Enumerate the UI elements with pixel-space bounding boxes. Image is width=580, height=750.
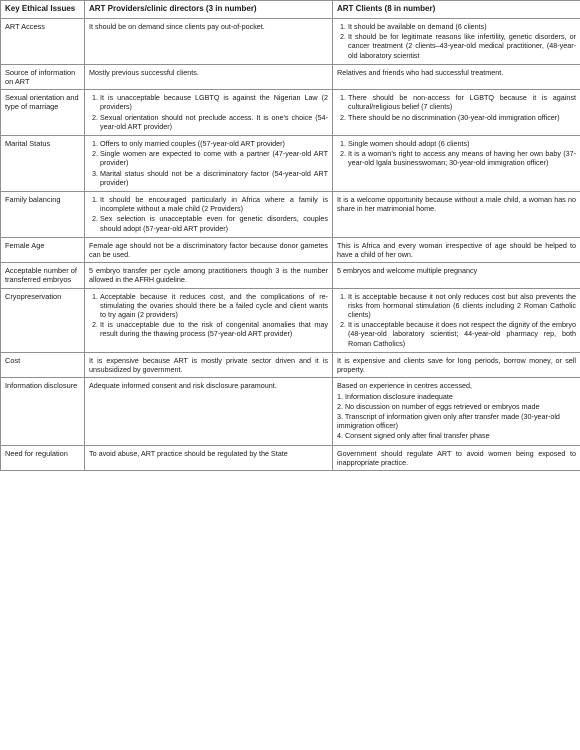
table-row (1, 263, 580, 288)
clients-list (337, 93, 576, 122)
cell-line: 4. Consent signed only after final transfer phase (337, 431, 490, 441)
header-clients: ART Clients (8 in number) (333, 1, 580, 19)
cell-text: It is a welcome opportunity because without a male child, a woman has no share in her matrimonial home. (337, 195, 576, 214)
cell-text: This is Africa and every woman irrespective of age should be helped to have a child of her own. (337, 240, 576, 260)
clients-cell (333, 445, 580, 470)
list-item: 2. Single women are expected to come with a partner (47-year-old ART provider) (100, 149, 328, 167)
table-row (1, 136, 580, 192)
providers-list (89, 195, 328, 233)
cell-text: Mostly previous successful clients. (89, 67, 199, 77)
list-item: 2. It is unacceptable because it does not respect the dignity of the embryo (48-year-old laboratory scientist; 44-year-old pharmacy rep, both Roman Catholics) (348, 320, 576, 348)
table-row (1, 19, 580, 65)
issue-cell: Sexual orientation and type of marriage (1, 90, 85, 136)
providers-cell (85, 352, 333, 377)
clients-cell (333, 64, 580, 89)
list-item: 2. There should be no discrimination (30-year-old immigration officer) (348, 113, 576, 122)
list-item: 2. It should be for legitimate reasons like infertility, genetic disorders, or cancer treatment (2 clients–43-year-old medical practitioner, (48-year-old laboratory scientist (348, 32, 576, 60)
list-item: 1. Acceptable because it reduces cost, and the complications of re-stimulating the ovaries should there be a failed cycle and client wants to try again (2 providers) (100, 292, 328, 320)
table-row (1, 378, 580, 445)
list-item: 2. Sexual orientation should not preclude access. It is one’s choice (54-year-old ART provider) (100, 113, 328, 131)
clients-cell (333, 19, 580, 65)
cell-text: To avoid abuse, ART practice should be regulated by the State (89, 448, 288, 458)
providers-cell (85, 288, 333, 352)
clients-cell (333, 378, 580, 445)
providers-cell (85, 64, 333, 89)
issue-cell: Acceptable number of transferred embryos (1, 263, 85, 288)
list-item: 1. It is acceptable because it not only reduces cost but also prevents the risks from hormonal stimulation (6 clients including 2 Roman Catholic clients) (348, 292, 576, 320)
list-item: 2. It is a woman’s right to access any means of having her own baby (37-year-old Igala businesswoman; 30-year-old immigration officer) (348, 149, 576, 167)
list-item: 2. Sex selection is unacceptable even for genetic disorders, couples should adopt (57-year-old ART provider) (100, 214, 328, 232)
providers-cell (85, 136, 333, 192)
providers-cell (85, 90, 333, 136)
cell-text: It is expensive because ART is mostly private sector driven and it is unsubsidized by government. (89, 355, 328, 375)
cell-text: 5 embryos and welcome multiple pregnancy (337, 266, 478, 276)
table-row (1, 352, 580, 377)
list-item: 3. Marital status should not be a discriminatory factor (54-year-old ART provider) (100, 169, 328, 187)
table-row (1, 64, 580, 89)
issue-cell: Marital Status (1, 136, 85, 192)
issue-cell: Female Age (1, 237, 85, 262)
cell-text: Female age should not be a discriminatory factor because donor gametes can be used. (89, 240, 328, 260)
providers-list (89, 139, 328, 187)
cell-line: 1. Information disclosure inadequate (337, 391, 453, 401)
header-providers: ART Providers/clinic directors (3 in number) (85, 1, 333, 19)
clients-cell (333, 263, 580, 288)
issue-cell: ART Access (1, 19, 85, 65)
providers-cell (85, 19, 333, 65)
providers-cell (85, 263, 333, 288)
issue-cell: Cryopreservation (1, 288, 85, 352)
clients-cell (333, 237, 580, 262)
table-row (1, 192, 580, 238)
issue-cell: Information disclosure (1, 378, 85, 445)
issue-cell: Family balancing (1, 192, 85, 238)
list-item: 1. There should be non-access for LGBTQ because it is against cultural/religious belief (7 clients) (348, 93, 576, 111)
clients-cell (333, 192, 580, 238)
list-item: 1. Offers to only married couples ((57-year-old ART provider) (100, 139, 328, 148)
table-body (1, 19, 580, 471)
clients-cell (333, 136, 580, 192)
header-key-issues: Key Ethical Issues (1, 1, 85, 19)
cell-text: Government should regulate ART to avoid women being exposed to inappropriate practice. (337, 448, 576, 467)
providers-cell (85, 192, 333, 238)
clients-cell (333, 352, 580, 377)
table-header (1, 1, 580, 19)
providers-cell (85, 445, 333, 470)
list-item: 1. It should be encouraged particularly in Africa where a family is incomplete without a male child (2 Providers) (100, 195, 328, 213)
cell-line: 2. No discussion on number of eggs retrieved or embryos made (337, 401, 540, 411)
table-row (1, 237, 580, 262)
table-row (1, 288, 580, 352)
issue-cell: Cost (1, 352, 85, 377)
issue-cell: Need for regulation (1, 445, 85, 470)
clients-list (337, 22, 576, 60)
providers-list (89, 93, 328, 131)
cell-text: Relatives and friends who had successful treatment. (337, 67, 504, 77)
list-item: 2. It is unacceptable due to the risk of congenital anomalies that may result during the thawing process (57-year-old ART provider) (100, 320, 328, 338)
providers-cell (85, 378, 333, 445)
providers-list (89, 292, 328, 339)
cell-text: Adequate informed consent and risk disclosure paramount. (89, 381, 277, 391)
list-item: 1. It should be available on demand (6 clients) (348, 22, 576, 31)
cell-text: 5 embryo transfer per cycle among practitioners though 3 is the number allowed in the AFRH guideline. (89, 266, 328, 285)
cell-line: 3. Transcript of information given only after transfer made (30-year-old immigration officer) (337, 411, 560, 431)
list-item: 1. It is unacceptable because LGBTQ is against the Nigerian Law (2 providers) (100, 93, 328, 111)
table-row (1, 445, 580, 470)
providers-cell (85, 237, 333, 262)
cell-text: It is expensive and clients save for long periods, borrow money, or sell property. (337, 355, 576, 375)
issue-cell: Source of information on ART (1, 64, 85, 89)
clients-cell (333, 90, 580, 136)
clients-list (337, 292, 576, 348)
table-row (1, 90, 580, 136)
cell-line: Based on experience in centres accessed, (337, 381, 473, 391)
clients-cell (333, 288, 580, 352)
list-item: 1. Single women should adopt (6 clients) (348, 139, 576, 148)
cell-text: It should be on demand since clients pay out-of-pocket. (89, 22, 265, 31)
clients-list (337, 139, 576, 168)
header-row (1, 1, 580, 19)
